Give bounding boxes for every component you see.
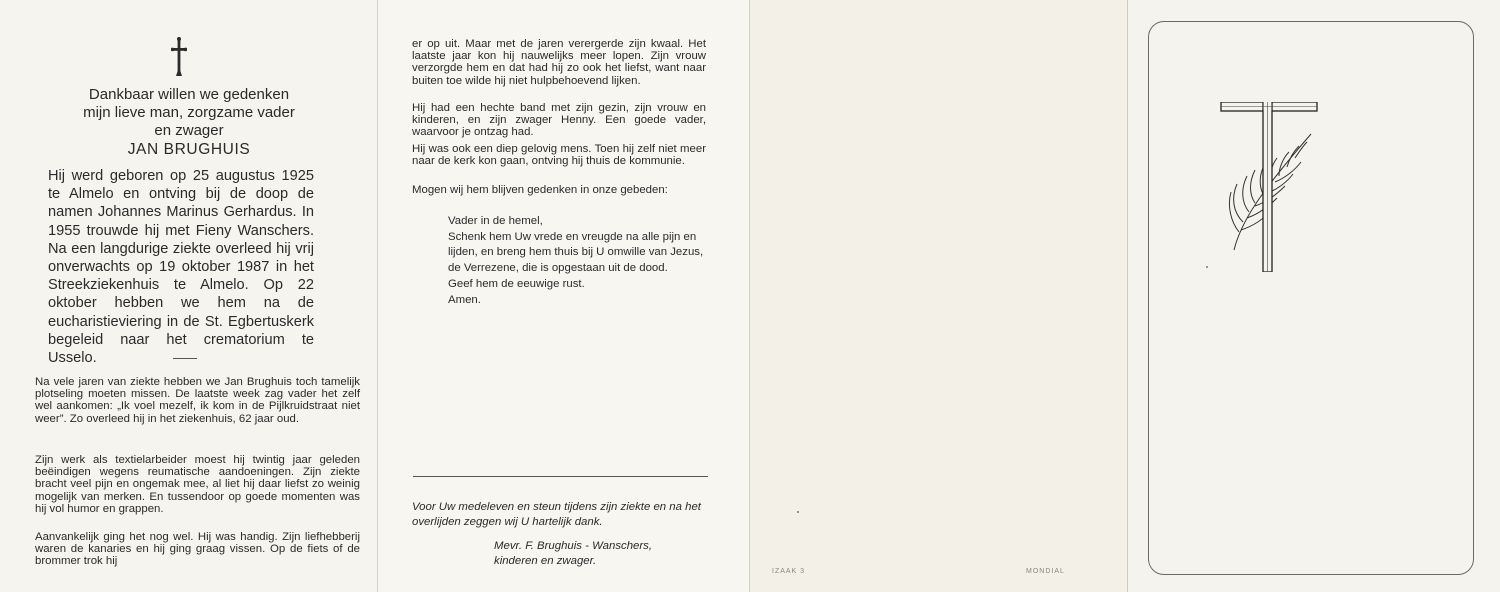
imprint-right: MONDIAL bbox=[1026, 568, 1065, 575]
paragraph-illness: Na vele jaren van ziekte hebben we Jan Brughuis toch tamelijk plotseling moeten missen. De laatste week zag vader het zelf wel aankomen: „Ik voel mezelf, ik kom in de Pijlkruidstraat niet weer”. Zo overleed hij in het ziekenhuis, 62 jaar oud. bbox=[35, 376, 360, 425]
prayer bbox=[448, 214, 708, 308]
speck bbox=[1206, 266, 1208, 268]
paragraph-faith: Hij was ook een diep gelovig mens. Toen hij zelf niet meer naar de kerk kon gaan, ontving hij thuis de kommunie. bbox=[412, 143, 706, 168]
divider bbox=[173, 358, 197, 359]
speck bbox=[797, 511, 799, 513]
signature bbox=[494, 539, 734, 569]
heading-line-2: mijn lieve man, zorgzame vader bbox=[83, 104, 295, 121]
left-text-panel bbox=[0, 0, 378, 592]
paragraph-work: Zijn werk als textielarbeider moest hij twintig jaar geleden beëindigen wegens reumatische aandoeningen. Zijn ziekte bracht veel pijn en ongemak mee, al liet hij daar liefst zo weinig mogelijk van merken. En tussendoor op goede momenten was hij vol humor en grappen. bbox=[35, 454, 360, 515]
prayer-line: Amen. bbox=[448, 293, 481, 306]
prayer-line: Vader in de hemel, bbox=[448, 215, 543, 227]
heading-line-3: en zwager bbox=[154, 122, 224, 139]
paragraph-decline: er op uit. Maar met de jaren verergerde zijn kwaal. Het laatste jaar kon hij nauwelijks meer lopen. Zijn vrouw verzorgde hem en dat had hij zo ook het liefst, want naar buiten toe wilde hij niet hulpbehoevend lijken. bbox=[412, 38, 706, 87]
signature-line: kinderen en zwager. bbox=[494, 555, 597, 567]
cross-with-palm-icon bbox=[1219, 102, 1319, 272]
thanks-text: Voor Uw medeleven en steun tijdens zijn ziekte en na het overlijden zeggen wij U hartelijk dank. bbox=[412, 501, 701, 528]
small-cross-icon bbox=[171, 37, 187, 77]
blank-back-panel bbox=[750, 0, 1128, 592]
prayer-line: Geef hem de eeuwige rust. bbox=[448, 277, 585, 290]
divider-long bbox=[413, 476, 708, 477]
paragraph-remember: Mogen wij hem blijven gedenken in onze gebeden: bbox=[412, 184, 668, 196]
middle-text-panel bbox=[378, 0, 750, 592]
heading-line-1: Dankbaar willen we gedenken bbox=[88, 86, 290, 103]
prayer-line: Schenk hem Uw vrede en vreugde na alle pijn en lijden, en breng hem thuis bij U omwille van Jezus, de Verrezene, die is opgestaan uit de dood. bbox=[448, 230, 704, 275]
cover-frame bbox=[1148, 21, 1474, 575]
imprint-left: IZAAK 3 bbox=[772, 568, 806, 575]
paragraph-family: Hij had een hechte band met zijn gezin, zijn vrouw en kinderen, en zijn zwager Henny. Een goede vader, waarvoor je ontzag had. bbox=[412, 102, 706, 139]
biography-intro: Hij werd geboren op 25 augustus 1925 te Almelo en ontving bij de doop de namen Johannes Marinus Gerhardus. In 1955 trouwde hij met Fieny Wanschers. Na een langdurige ziekte overleed hij vrij onverwachts op 19 oktober 1987 in het Streekziekenhuis te Almelo. Op 22 oktober hebben we hem na de eucharistieviering in de St. Egbertuskerk begeleid naar het crematorium te Usselo. bbox=[48, 168, 314, 367]
deceased-name: JAN BRUGHUIS bbox=[127, 141, 251, 158]
signature-line: Mevr. F. Brughuis - Wanschers, bbox=[494, 540, 653, 552]
paragraph-hobbies: Aanvankelijk ging het nog wel. Hij was handig. Zijn liefhebberij waren de kanaries en hij ging graag vissen. Op de fiets of de brommer trok hij bbox=[35, 531, 360, 568]
front-cover-panel bbox=[1128, 0, 1500, 592]
